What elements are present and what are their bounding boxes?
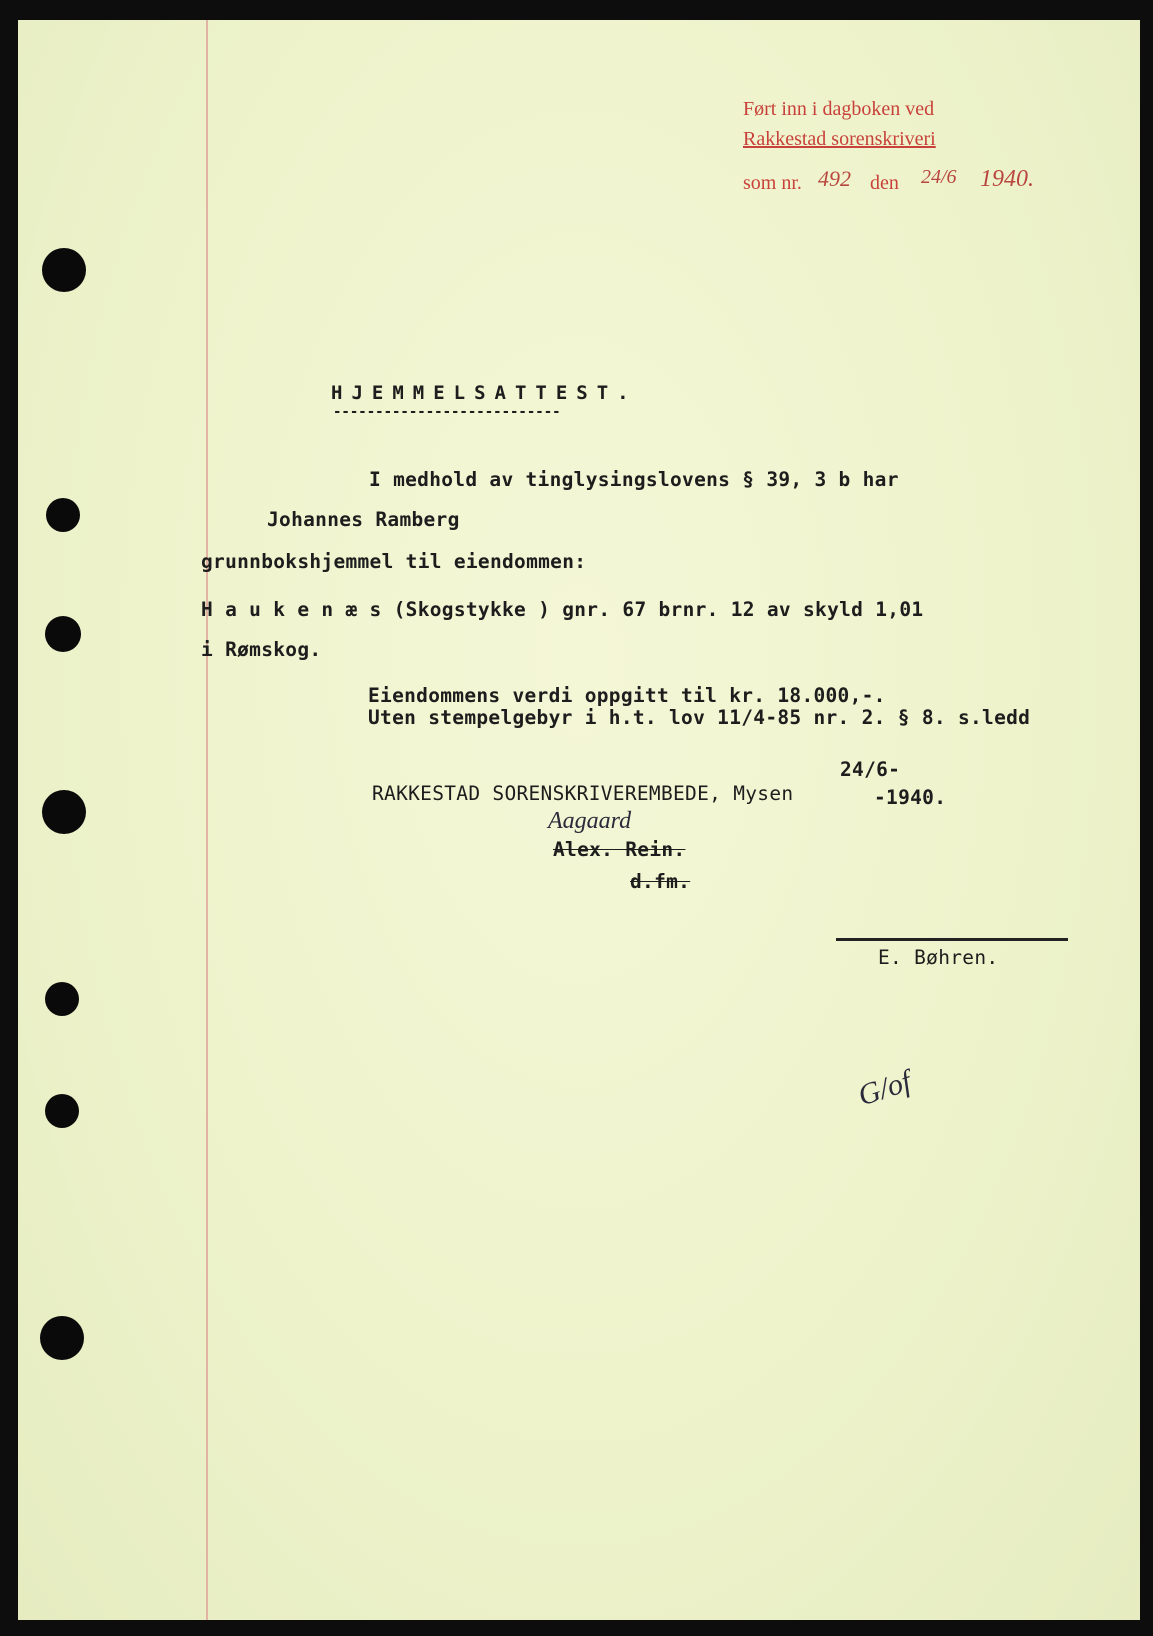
binder-hole-2	[46, 498, 80, 532]
fee-line: Uten stempelgebyr i h.t. lov 11/4-85 nr. 2. § 8. s.ledd	[368, 706, 1031, 729]
binder-hole-5	[45, 982, 79, 1016]
stamp-prefix: som nr.	[743, 172, 802, 194]
binder-hole-3	[45, 616, 81, 652]
initials: G/of	[854, 1064, 915, 1113]
title-underline: ---------------------------	[333, 404, 561, 420]
stamp-date: 24/6	[921, 166, 957, 188]
office-place: RAKKESTAD SORENSKRIVEREMBEDE, Mysen	[372, 782, 794, 805]
signature-rule	[836, 938, 1068, 941]
stamp-number: 492	[818, 166, 851, 191]
binder-hole-6	[45, 1094, 79, 1128]
document-title: HJEMMELSATTEST.	[331, 382, 638, 404]
stamp-line-2: Rakkestad sorenskriveri	[743, 128, 936, 150]
body-line-1: I medhold av tinglysingslovens § 39, 3 b har	[369, 468, 899, 491]
binder-hole-7	[40, 1316, 84, 1360]
owner-name: Johannes Ramberg	[267, 508, 460, 531]
stamp-line-1: Ført inn i dagboken ved	[743, 98, 935, 120]
body-line-3: grunnbokshjemmel til eiendommen:	[201, 550, 587, 573]
typed-name: Alex. Rein.	[553, 838, 686, 861]
property-description: H a u k e n æ s (Skogstykke ) gnr. 67 brnr. 12 av skyld 1,01	[201, 598, 924, 621]
stamp-year: 1940.	[980, 166, 1034, 192]
handwritten-signature: Aagaard	[548, 808, 632, 834]
second-signature-name: E. Bøhren.	[878, 946, 999, 969]
value-line: Eiendommens verdi oppgitt til kr. 18.000,-.	[368, 684, 886, 707]
binder-hole-1	[42, 248, 86, 292]
document-page	[18, 20, 1140, 1620]
binder-hole-4	[42, 790, 86, 834]
municipality: i Rømskog.	[201, 638, 322, 661]
date-correction: 24/6-	[840, 758, 901, 781]
margin-line	[206, 20, 208, 1620]
signature-title: d.fm.	[630, 870, 691, 893]
stamp-den: den	[870, 172, 899, 194]
place-year: -1940.	[874, 786, 947, 809]
